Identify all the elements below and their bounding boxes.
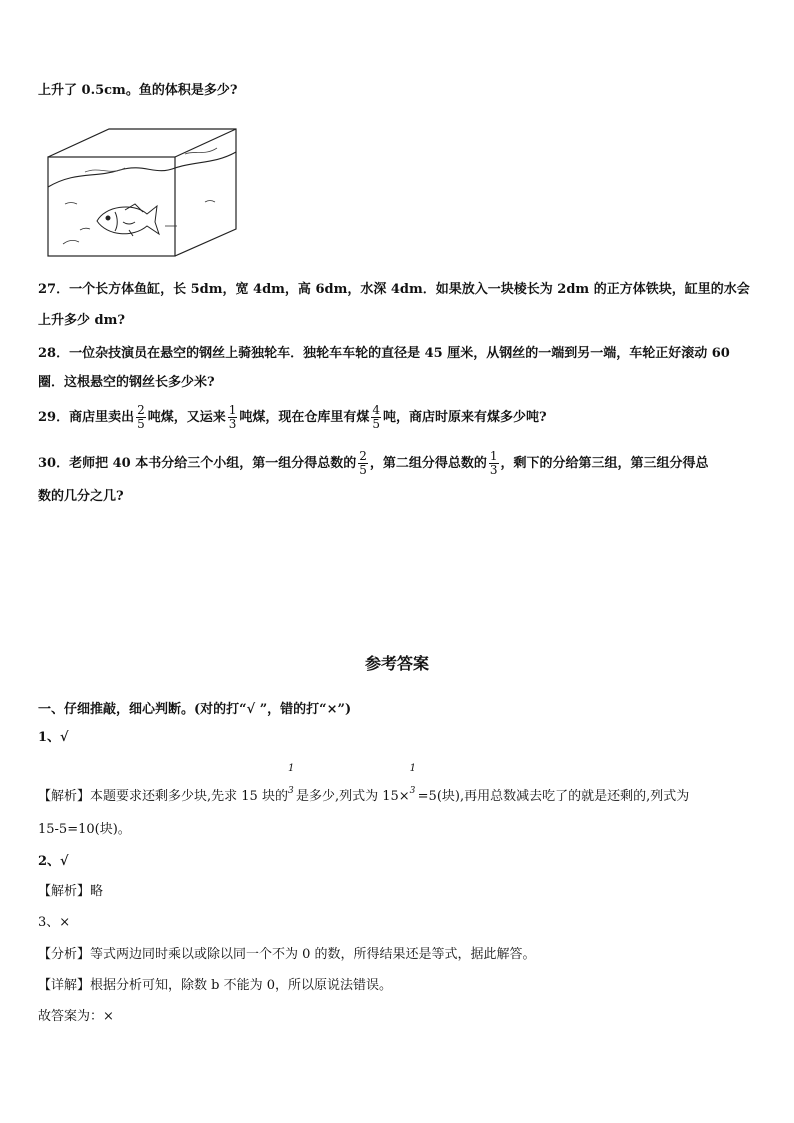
answer-2-analysis: 【解析】略 bbox=[38, 884, 104, 899]
fraction: $\frac{1}{3}$ bbox=[489, 449, 498, 477]
question-29: 29．商店里卖出 $\frac{2}{5}$ 吨煤，又运来 $\frac{1}{3}$ 吨煤，现在仓库里有煤 $\frac{4}{5}$ 吨，商店时原来有煤多少吨? bbox=[38, 403, 547, 431]
answer-1-label: 1、√ bbox=[38, 730, 69, 745]
fish-tank-illustration bbox=[45, 126, 241, 258]
answer-3-xiangjie: 【详解】根据分析可知，除数 b 不能为 0，所以原说法错误。 bbox=[38, 978, 392, 993]
answer-1-analysis-cont: 15-5=10(块)。 bbox=[38, 822, 131, 837]
question-27: 27．一个长方体鱼缸，长 5dm，宽 4dm，高 6dm，水深 4dm．如果放入一块棱长为 2dm 的正方体铁块，缸里的水会 bbox=[38, 282, 750, 297]
answers-title: 参考答案 bbox=[364, 654, 429, 673]
fraction: $\frac{2}{5}$ bbox=[137, 403, 145, 431]
fraction: $\frac{2}{5}$ bbox=[359, 449, 367, 477]
answer-3-final: 故答案为：× bbox=[38, 1009, 114, 1024]
answer-3-fenxi: 【分析】等式两边同时乘以或除以同一个不为 0 的数，所得结果还是等式，据此解答。 bbox=[38, 947, 536, 962]
question-30-cont: 数的几分之几? bbox=[38, 489, 124, 504]
answer-1-analysis: 【解析】本题要求还剩多少块,先求 15 块的 1 3 是多少,列式为 15× 1 3 =5(块),再用总数减去吃了的就是还剩的,列式为 bbox=[38, 763, 690, 804]
answer-3-label: 3、× bbox=[38, 915, 71, 930]
question-28-cont: 圈．这根悬空的钢丝长多少米? bbox=[38, 375, 215, 390]
answers-section-1: 一、仔细推敲，细心判断。(对的打“√ ”，错的打“×”) bbox=[38, 702, 352, 717]
fraction: 1 3 bbox=[409, 763, 417, 796]
question-27-cont: 上升多少 dm? bbox=[38, 313, 125, 328]
fraction: $\frac{4}{5}$ bbox=[372, 403, 381, 431]
question-30: 30．老师把 40 本书分给三个小组，第一组分得总数的 $\frac{2}{5}$ ，第二组分得总数的 $\frac{1}{3}$ ，剩下的分给第三组，第三组分得总 bbox=[38, 449, 709, 477]
fraction: 1 3 bbox=[287, 763, 295, 796]
question-26-continuation: 上升了 0.5cm。鱼的体积是多少? bbox=[38, 83, 238, 98]
answer-2-label: 2、√ bbox=[38, 854, 69, 869]
fraction: $\frac{1}{3}$ bbox=[228, 403, 237, 431]
fish-icon bbox=[97, 204, 159, 236]
question-28: 28．一位杂技演员在悬空的钢丝上骑独轮车．独轮车车轮的直径是 45 厘米，从钢丝的一端到另一端，车轮正好滚动 60 bbox=[38, 346, 730, 361]
